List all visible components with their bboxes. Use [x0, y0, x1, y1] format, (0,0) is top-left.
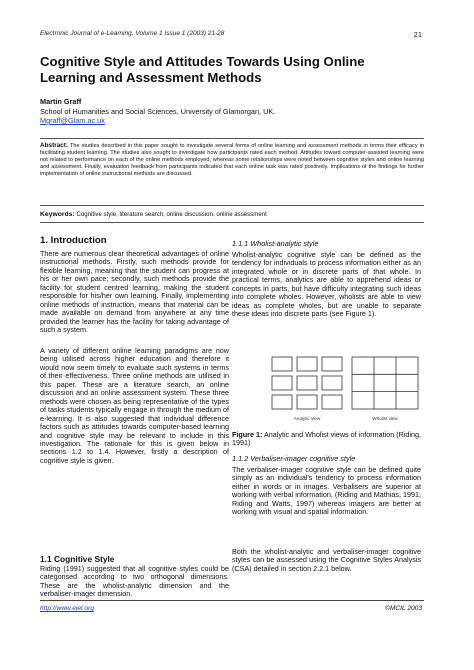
- figure-1-analytic-wholist-diagram: [270, 355, 420, 425]
- wholist-view-label: Wholist view: [372, 416, 398, 421]
- author-name: Martin Graff: [40, 97, 82, 106]
- wholist-analytic-paragraph: Wholist-analytic cognitive style can be defined as the tendency for individuals to process information either as an integrated whole or in discrete parts of that whole. In practical terms, analytics are able to apprehend ideas or concepts in parts, but have difficulty integrating such ideas into complete wholes. However, wholists are able to view ideas as complete wholes, but are unable to separate these ideas into discrete parts (see Figure 1).: [232, 250, 421, 319]
- keywords-bottom-rule: [40, 222, 424, 223]
- wholist-view-grid: [352, 357, 418, 409]
- footer-url-link[interactable]: http://www.ejel.org: [40, 605, 94, 612]
- analytic-view-grid: [272, 357, 342, 409]
- keywords-label: Keywords:: [40, 211, 75, 218]
- running-head: Electronic Journal of e-Learning, Volume 1 Issue 1 (2003) 21-28: [40, 30, 225, 37]
- verbaliser-imager-paragraph-1: The verbaliser-imager cognitive style can be defined quite simply as an individual's tendency to process information either in words or in images. Verbalisers are superior at working with verbal information, (Riding and Mathias, 1991; Riding and Watts, 1997) whereas imagers are better at working with visual and spatial information.: [232, 465, 421, 517]
- keywords: [40, 211, 424, 218]
- abstract-top-rule: [40, 138, 424, 139]
- section-heading-cognitive-style: 1.1 Cognitive Style: [40, 554, 115, 564]
- subsection-heading-verbaliser-imager: 1.1.2 Verbaliser-imager cognitive style: [232, 454, 356, 463]
- figure-1-caption-text: Analytic and Wholist views of information (Riding, 1991): [232, 430, 421, 448]
- keywords-text: Cognitive style, literature search, online discussion, online assessment: [76, 211, 267, 218]
- abstract-label: Abstract:: [40, 142, 69, 149]
- figure-1-label: Figure 1:: [232, 430, 263, 439]
- paper-title: Cognitive Style and Attitudes Towards Using Online Learning and Assessment Methods: [40, 54, 365, 85]
- section-heading-introduction: 1. Introduction: [40, 235, 107, 246]
- footer-copyright: ©MCIL 2003: [385, 605, 422, 612]
- cognitive-style-paragraph: Riding (1991) suggested that all cognitive styles could be categorised according to two orthogonal dimensions. These are the wholist-analytic dimension and the verbaliser-imager dimension.: [40, 564, 229, 599]
- verbaliser-imager-paragraph-2: Both the wholist-analytic and verbaliser-imager cognitive styles can be assessed using the Cognitive Styles Analysis (CSA) detailed in section 2.2.1 below.: [232, 547, 421, 573]
- keywords-top-rule: [40, 205, 424, 206]
- abstract: [40, 143, 424, 178]
- author-email-link[interactable]: Mgraff@Glam.ac.uk: [40, 116, 105, 125]
- page-number: 21: [413, 30, 422, 39]
- abstract-text: The studies described in this paper sought to investigate several forms of online learning and assessment methods in terms their efficacy in facilitating student learning. The studies also sought to investigate how participants rated each method. Attitudes toward computer-assisted learning were not related to performance on each of the online methods employed, whereas some relationships were noted between cognitive styles and online learning and assessment. Finally, evaluation feedback from participants indicated that each online task was rated positively. Implications of the findings for further implementation of online instructional methods are discussed.: [40, 143, 425, 177]
- subsection-heading-wholist-analytic: 1.1.1 Wholist-analytic style: [232, 239, 319, 248]
- figure-1-caption: [232, 431, 421, 448]
- intro-paragraph-1: There are numerous clear theoretical advantages of online instructional methods. Firstly, such methods provide for flexible learning, meaning that the student can progress at his or her own pace; secondly, such methods provide the facility for student centred learning, making the student responsible for his/her own learning. Finally, implementing online methods of instruction, means that material can be made available on demand from anywhere at any time provided the learner has the facility for taking advantage of such a system.: [40, 249, 229, 335]
- author-affiliation: School of Humanities and Social Sciences, University of Glamorgan, UK.: [40, 107, 276, 116]
- analytic-view-label: Analytic view: [293, 416, 321, 421]
- intro-paragraph-2: A variety of different online learning paradigms are now being utilised across higher education and therefore it would now seem timely to evaluate such systems in terms of their effectiveness. Three online methods are utilised in this paper. These are a literature search, an online discussion and an online assessment system. These three methods were chosen as being representative of the types of tasks students typically engage in through the medium of e-learning. It is also suggested that individual difference factors such as attitudes towards computer-based learning and cognitive style may be relevant to include in this investigation. The rationale for this is given below in sections 1.2 to 1.4. However, firstly a description of cognitive style is given.: [40, 346, 229, 465]
- footer-rule: [40, 600, 424, 601]
